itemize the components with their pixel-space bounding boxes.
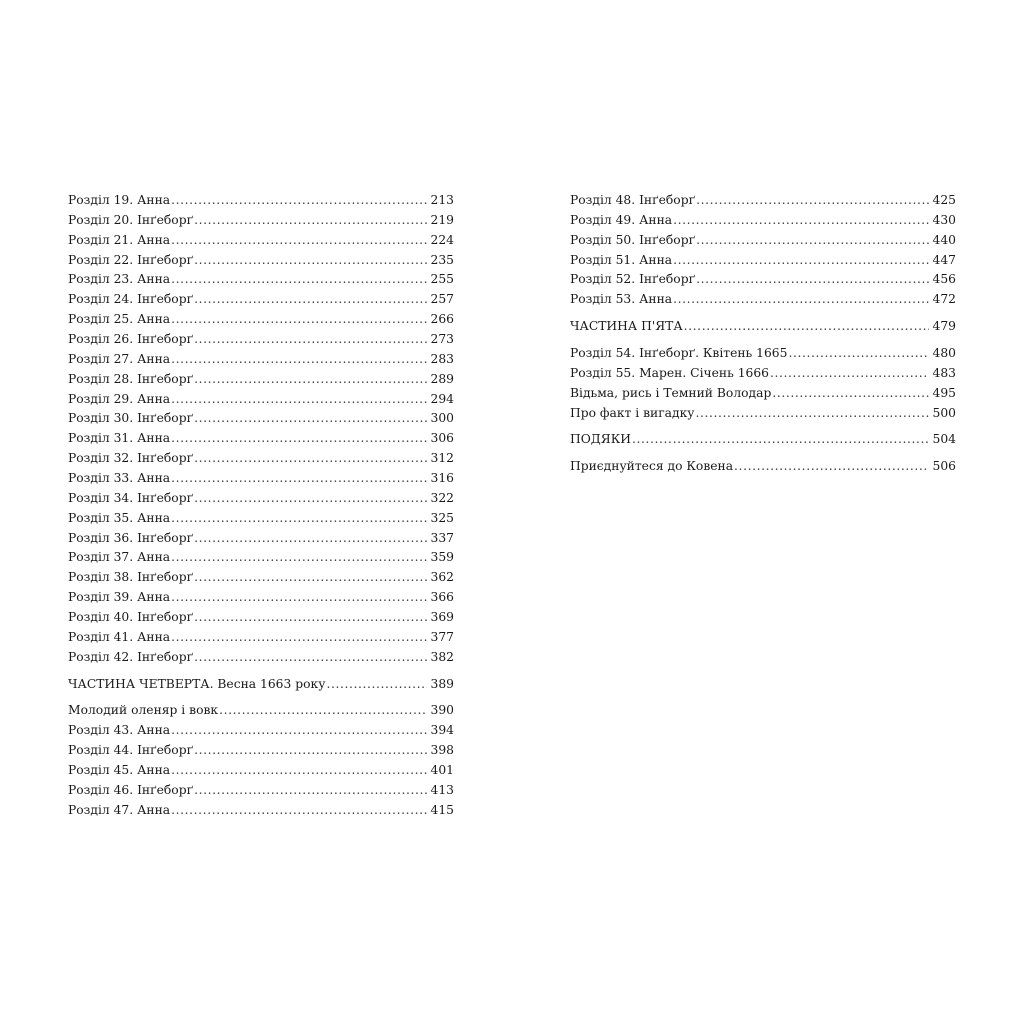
toc-entry <box>570 317 956 337</box>
toc-entry-title: Розділ 54. Інґеборґ. Квітень 1665 <box>570 346 788 361</box>
toc-entry-page-number: 235 <box>430 252 454 267</box>
toc-entry-title: Розділ 48. Інґеборґ <box>570 193 696 207</box>
toc-entry-page-number: 366 <box>430 590 454 605</box>
toc-entry <box>68 548 454 568</box>
dot-leader <box>194 529 426 549</box>
toc-entry-title: Розділ 39. Анна <box>68 590 171 605</box>
dot-leader <box>194 608 426 628</box>
dot-leader <box>219 701 426 721</box>
toc-entry-title: Розділ 25. Анна <box>68 312 171 327</box>
dot-leader <box>194 290 426 310</box>
toc-entry <box>570 290 956 310</box>
toc-entry-page-number: 369 <box>430 610 454 625</box>
dot-leader <box>632 430 929 450</box>
dot-leader <box>194 489 426 509</box>
toc-entry <box>68 608 454 628</box>
toc-entry <box>68 191 454 211</box>
toc-entry-title: Розділ 33. Анна <box>68 471 171 486</box>
toc-entry-page-number: 506 <box>932 459 956 474</box>
dot-leader <box>171 390 426 410</box>
toc-entry-title: Розділ 55. Марен. Січень 1666 <box>570 365 770 380</box>
toc-entry-page-number: 377 <box>430 629 454 644</box>
dot-leader <box>171 191 426 211</box>
toc-entry-page-number: 300 <box>430 411 454 426</box>
dot-leader <box>194 781 426 801</box>
toc-entry-title: Розділ 45. Анна <box>68 763 171 778</box>
toc-entry <box>570 191 956 211</box>
toc-entry-title: Розділ 38. Інґеборґ <box>68 570 194 585</box>
toc-entry <box>68 701 454 721</box>
toc-entry <box>68 509 454 529</box>
toc-entry-page-number: 500 <box>932 405 956 420</box>
toc-entry <box>68 588 454 608</box>
toc-left-column <box>68 191 454 821</box>
dot-leader <box>171 350 426 370</box>
toc-entry <box>68 310 454 330</box>
toc-entry-title: ПОДЯКИ <box>570 432 631 447</box>
dot-leader <box>696 270 928 290</box>
toc-entry-page-number: 325 <box>430 510 454 525</box>
dot-leader <box>194 648 426 668</box>
toc-entry-page-number: 255 <box>430 272 454 287</box>
toc-entry <box>570 270 956 290</box>
toc-entry-page-number: 213 <box>430 193 454 207</box>
toc-entry-title: ЧАСТИНА ЧЕТВЕРТА. Весна 1663 року <box>68 676 326 691</box>
toc-entry-page-number: 430 <box>932 212 956 227</box>
toc-entry <box>68 350 454 370</box>
toc-entry-page-number: 389 <box>430 676 454 691</box>
toc-entry <box>68 721 454 741</box>
dot-leader <box>171 588 426 608</box>
dot-leader <box>772 384 928 404</box>
toc-entry-page-number: 273 <box>430 332 454 347</box>
toc-entry-title: Розділ 41. Анна <box>68 629 171 644</box>
toc-entry-title: Розділ 28. Інґеборґ <box>68 371 194 386</box>
toc-entry-page-number: 219 <box>430 212 454 227</box>
toc-entry-page-number: 504 <box>932 432 956 447</box>
toc-entry-title: Молодий оленяр і вовк <box>68 703 219 718</box>
toc-entry <box>570 457 956 477</box>
toc-entry-page-number: 456 <box>932 272 956 287</box>
dot-leader <box>171 469 426 489</box>
toc-entry-page-number: 312 <box>430 451 454 466</box>
toc-entry <box>570 364 956 384</box>
toc-entry-title: Розділ 22. Інґеборґ <box>68 252 194 267</box>
toc-entry-page-number: 401 <box>430 763 454 778</box>
toc-entry <box>68 330 454 350</box>
toc-entry-page-number: 359 <box>430 550 454 565</box>
toc-entry <box>68 781 454 801</box>
dot-leader <box>684 317 929 337</box>
dot-leader <box>194 409 426 429</box>
toc-entry <box>68 489 454 509</box>
toc-entry-page-number: 472 <box>932 292 956 307</box>
toc-entry-title: Розділ 36. Інґеборґ <box>68 530 194 545</box>
toc-entry-title: Розділ 30. Інґеборґ <box>68 411 194 426</box>
toc-entry-title: Розділ 21. Анна <box>68 232 171 247</box>
toc-entry-page-number: 306 <box>430 431 454 446</box>
dot-leader <box>673 251 928 271</box>
toc-entry-page-number: 447 <box>932 252 956 267</box>
toc-entry-title: Про факт і вигадку <box>570 405 695 420</box>
toc-entry-title: ЧАСТИНА П'ЯТА <box>570 319 683 334</box>
dot-leader <box>673 290 928 310</box>
toc-entry <box>68 370 454 390</box>
toc-entry-title: Розділ 23. Анна <box>68 272 171 287</box>
dot-leader <box>194 741 426 761</box>
toc-entry <box>570 251 956 271</box>
toc-right-column <box>570 191 956 477</box>
toc-entry-title: Розділ 31. Анна <box>68 431 171 446</box>
toc-entry-page-number: 480 <box>932 346 956 361</box>
dot-leader <box>171 721 426 741</box>
dot-leader <box>696 404 929 424</box>
toc-entry-page-number: 362 <box>430 570 454 585</box>
toc-entry-page-number: 440 <box>932 232 956 247</box>
toc-entry-title: Розділ 20. Інґеборґ <box>68 212 194 227</box>
toc-entry-page-number: 394 <box>430 723 454 738</box>
toc-entry-page-number: 322 <box>430 490 454 505</box>
toc-entry <box>68 390 454 410</box>
toc-entry-title: Розділ 46. Інґеборґ <box>68 782 194 797</box>
toc-entry <box>68 429 454 449</box>
toc-entry-page-number: 316 <box>430 471 454 486</box>
toc-entry-page-number: 283 <box>430 351 454 366</box>
dot-leader <box>171 548 426 568</box>
toc-entry <box>570 344 956 364</box>
toc-entry-title: Розділ 52. Інґеборґ <box>570 272 696 287</box>
toc-entry-page-number: 479 <box>932 319 956 334</box>
toc-entry <box>68 628 454 648</box>
toc-entry-page-number: 257 <box>430 292 454 307</box>
dot-leader <box>326 675 426 695</box>
toc-entry-page-number: 398 <box>430 743 454 758</box>
toc-entry-title: Відьма, рись і Темний Володар <box>570 385 772 400</box>
toc-entry-page-number: 294 <box>430 391 454 406</box>
dot-leader <box>734 457 928 477</box>
dot-leader <box>171 231 426 251</box>
toc-entry <box>68 409 454 429</box>
toc-entry <box>68 675 454 695</box>
dot-leader <box>171 509 426 529</box>
toc-entry-title: Розділ 51. Анна <box>570 252 673 267</box>
toc-entry-page-number: 413 <box>430 782 454 797</box>
dot-leader <box>194 211 426 231</box>
toc-entry <box>68 449 454 469</box>
dot-leader <box>171 270 426 290</box>
toc-entry-title: Розділ 49. Анна <box>570 212 673 227</box>
dot-leader <box>770 364 929 384</box>
toc-entry-title: Розділ 29. Анна <box>68 391 171 406</box>
dot-leader <box>194 330 426 350</box>
toc-entry-title: Розділ 19. Анна <box>68 193 171 207</box>
dot-leader <box>194 449 426 469</box>
dot-leader <box>696 191 928 211</box>
toc-entry <box>570 384 956 404</box>
toc-entry-title: Приєднуйтеся до Ковена <box>570 459 734 474</box>
toc-entry <box>68 801 454 821</box>
toc-entry <box>68 251 454 271</box>
toc-entry-title: Розділ 40. Інґеборґ <box>68 610 194 625</box>
toc-entry-page-number: 415 <box>430 802 454 817</box>
toc-entry-title: Розділ 44. Інґеборґ <box>68 743 194 758</box>
toc-entry-title: Розділ 24. Інґеборґ <box>68 292 194 307</box>
toc-entry <box>68 290 454 310</box>
dot-leader <box>171 628 426 648</box>
toc-entry <box>570 404 956 424</box>
toc-entry-page-number: 483 <box>932 365 956 380</box>
toc-entry-title: Розділ 47. Анна <box>68 802 171 817</box>
toc-entry <box>68 231 454 251</box>
toc-entry-title: Розділ 27. Анна <box>68 351 171 366</box>
toc-entry-page-number: 425 <box>932 193 956 207</box>
toc-entry <box>68 761 454 781</box>
dot-leader <box>171 761 426 781</box>
toc-entry-title: Розділ 53. Анна <box>570 292 673 307</box>
toc-entry <box>570 231 956 251</box>
toc-entry-title: Розділ 50. Інґеборґ <box>570 232 696 247</box>
toc-entry-title: Розділ 26. Інґеборґ <box>68 332 194 347</box>
dot-leader <box>696 231 928 251</box>
dot-leader <box>171 310 426 330</box>
toc-entry <box>68 270 454 290</box>
dot-leader <box>194 568 426 588</box>
toc-entry <box>570 211 956 231</box>
toc-entry-title: Розділ 32. Інґеборґ <box>68 451 194 466</box>
toc-entry-page-number: 382 <box>430 649 454 664</box>
toc-entry <box>68 211 454 231</box>
toc-entry-page-number: 289 <box>430 371 454 386</box>
dot-leader <box>194 251 426 271</box>
dot-leader <box>171 801 426 821</box>
toc-entry <box>68 741 454 761</box>
toc-entry-title: Розділ 37. Анна <box>68 550 171 565</box>
toc-entry <box>68 648 454 668</box>
toc-entry <box>68 568 454 588</box>
toc-entry-page-number: 266 <box>430 312 454 327</box>
toc-entry-title: Розділ 34. Інґеборґ <box>68 490 194 505</box>
dot-leader <box>788 344 928 364</box>
toc-entry-page-number: 224 <box>430 232 454 247</box>
toc-entry-page-number: 495 <box>932 385 956 400</box>
toc-entry-page-number: 337 <box>430 530 454 545</box>
toc-entry-title: Розділ 43. Анна <box>68 723 171 738</box>
toc-entry <box>68 529 454 549</box>
dot-leader <box>171 429 426 449</box>
toc-entry-title: Розділ 42. Інґеборґ <box>68 649 194 664</box>
dot-leader <box>194 370 426 390</box>
toc-entry <box>570 430 956 450</box>
dot-leader <box>673 211 928 231</box>
toc-entry-title: Розділ 35. Анна <box>68 510 171 525</box>
toc-entry-page-number: 390 <box>430 703 454 718</box>
toc-entry <box>68 469 454 489</box>
